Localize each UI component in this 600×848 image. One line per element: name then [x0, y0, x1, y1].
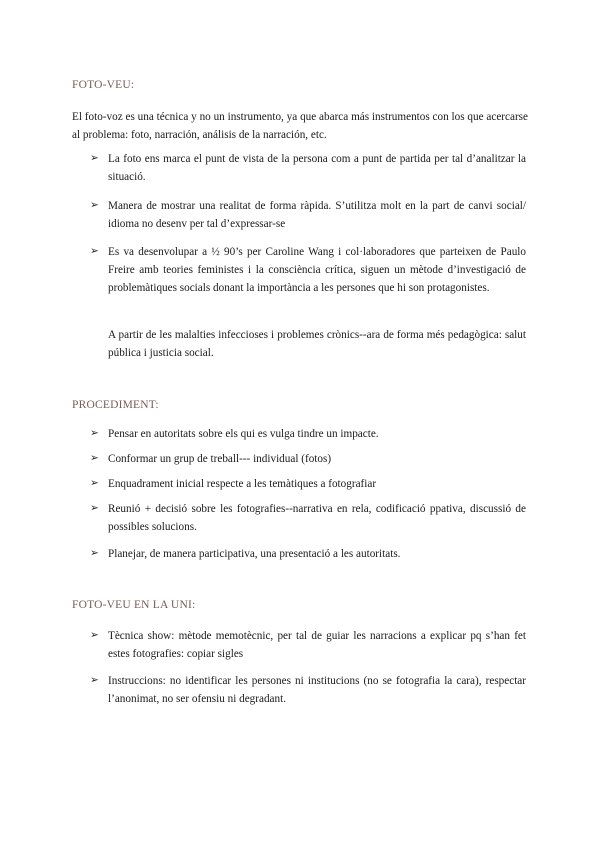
list-item-text: Manera de mostrar una realitat de forma ràpida. S’utilitza molt en la part de canvi social/ idioma no desenv per tal d’expressar-se	[108, 200, 526, 230]
list-item-text: Pensar en autoritats sobre els qui es vulga tindre un impacte.	[108, 428, 379, 440]
continuation-paragraph: A partir de les malalties infeccioses i problemes crònics--ara de forma més pedagògica: salut pública i justicia social.	[108, 329, 526, 359]
list-item-text: Enquadrament inicial respecte a les temàtiques a fotografiar	[108, 478, 377, 490]
section-heading-procediment: PROCEDIMENT:	[72, 399, 159, 411]
arrow-bullet-icon: ➢	[90, 153, 99, 164]
arrow-bullet-icon: ➢	[90, 478, 99, 489]
arrow-bullet-icon: ➢	[90, 675, 99, 686]
intro-paragraph: El foto-voz es una técnica y no un instrumento, ya que abarca más instrumentos con los que acercarse al problema: foto, narración, análisis de la narración, etc.	[72, 111, 528, 141]
list-item-text: Conformar un grup de treball--- individual (fotos)	[108, 453, 332, 465]
arrow-bullet-icon: ➢	[90, 246, 99, 257]
list-item-text: Instruccions: no identificar les persones ni institucions (no se fotografia la cara), respectar l’anonimat, no ser ofensiu ni degradant.	[108, 675, 526, 705]
arrow-bullet-icon: ➢	[90, 453, 99, 464]
section-heading-foto-veu-uni: FOTO-VEU EN LA UNI:	[72, 599, 196, 611]
list-item-text: Planejar, de manera participativa, una presentació a les autoritats.	[108, 548, 401, 560]
list-item-text: La foto ens marca el punt de vista de la persona com a punt de partida per tal d’analitzar la situació.	[108, 153, 526, 183]
section-heading-foto-veu: FOTO-VEU:	[72, 79, 135, 91]
arrow-bullet-icon: ➢	[90, 200, 99, 211]
list-item-text: Tècnica show: mètode memotècnic, per tal de guiar les narracions a explicar pq s’han fet estes fotografies: copiar sigles	[108, 630, 526, 660]
list-item-text: Es va desenvolupar a ½ 90’s per Caroline Wang i col·laboradores que parteixen de Paulo Freire amb teories feministes i la consciència crítica, siguen un mètode d’investigació de problemàtiques socials donant la importància a les persones que hi son protagonistes.	[108, 246, 526, 294]
arrow-bullet-icon: ➢	[90, 503, 99, 514]
arrow-bullet-icon: ➢	[90, 548, 99, 559]
arrow-bullet-icon: ➢	[90, 428, 99, 439]
list-item-text: Reunió + decisió sobre les fotografies--narrativa en rela, codificació ppativa, discussió de possibles solucions.	[108, 503, 526, 533]
arrow-bullet-icon: ➢	[90, 630, 99, 641]
